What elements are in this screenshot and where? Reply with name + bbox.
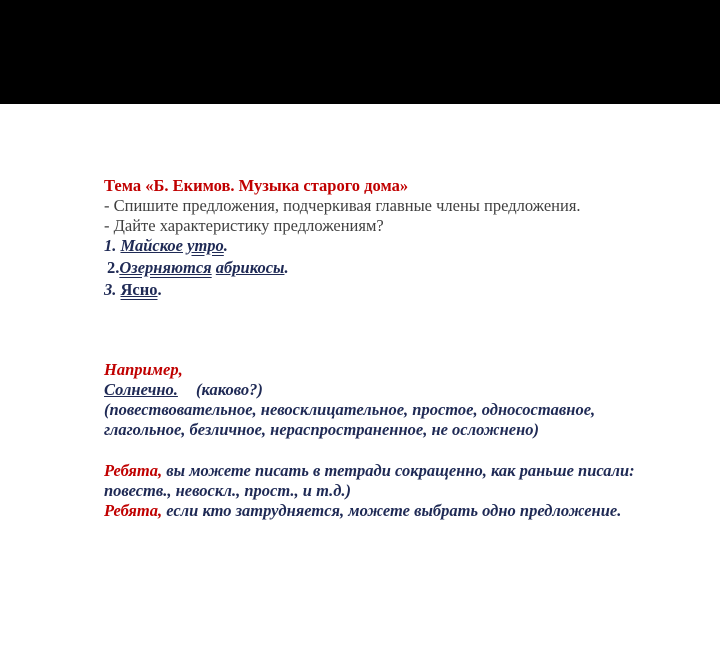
example-heading: Например, bbox=[104, 360, 183, 379]
sentence-1 bbox=[104, 236, 228, 256]
sentence-2 bbox=[107, 258, 289, 278]
sentence-3-number: 3. bbox=[104, 280, 117, 299]
note-1-text: вы можете писать в тетради сокращенно, как раньше писали: bbox=[162, 461, 635, 480]
task-2: - Дайте характеристику предложениям? bbox=[104, 216, 384, 235]
note-2-text: если кто затрудняется, можете выбрать одно предложение. bbox=[162, 501, 622, 520]
note-1 bbox=[104, 461, 635, 481]
note-1-lead: Ребята, bbox=[104, 461, 163, 480]
sentence-2-subject: абрикосы bbox=[215, 258, 285, 277]
example-question: (каково?) bbox=[196, 380, 263, 399]
sentence-1-subject: Майское bbox=[120, 236, 183, 255]
note-2-lead: Ребята, bbox=[104, 501, 163, 520]
example-word-line bbox=[104, 380, 263, 400]
top-black-bar bbox=[0, 0, 720, 104]
sentence-3-end: . bbox=[157, 280, 162, 299]
sentence-1-number: 1. bbox=[104, 236, 117, 255]
sentence-3-word: Ясно bbox=[120, 280, 158, 299]
example-word: Солнечно. bbox=[104, 380, 178, 399]
sentence-2-predicate: Озерняются bbox=[119, 258, 212, 277]
example-description-line-2: глагольное, безличное, нераспространенное, не осложнено) bbox=[104, 420, 540, 439]
sentence-3 bbox=[104, 280, 162, 300]
theme-title: Тема «Б. Екимов. Музыка старого дома» bbox=[104, 176, 409, 195]
task-1: - Спишите предложения, подчеркивая главные члены предложения. bbox=[104, 196, 581, 215]
sentence-2-end: . bbox=[284, 258, 289, 277]
note-1-line-2: повеств., невоскл., прост., и т.д.) bbox=[104, 481, 352, 500]
sentence-1-end: . bbox=[223, 236, 228, 255]
sentence-2-number: 2. bbox=[107, 258, 120, 277]
note-2 bbox=[104, 501, 621, 521]
sentence-1-predicate: утро bbox=[187, 236, 224, 255]
example-description-line-1: (повествовательное, невосклицательное, простое, односоставное, bbox=[104, 400, 596, 419]
